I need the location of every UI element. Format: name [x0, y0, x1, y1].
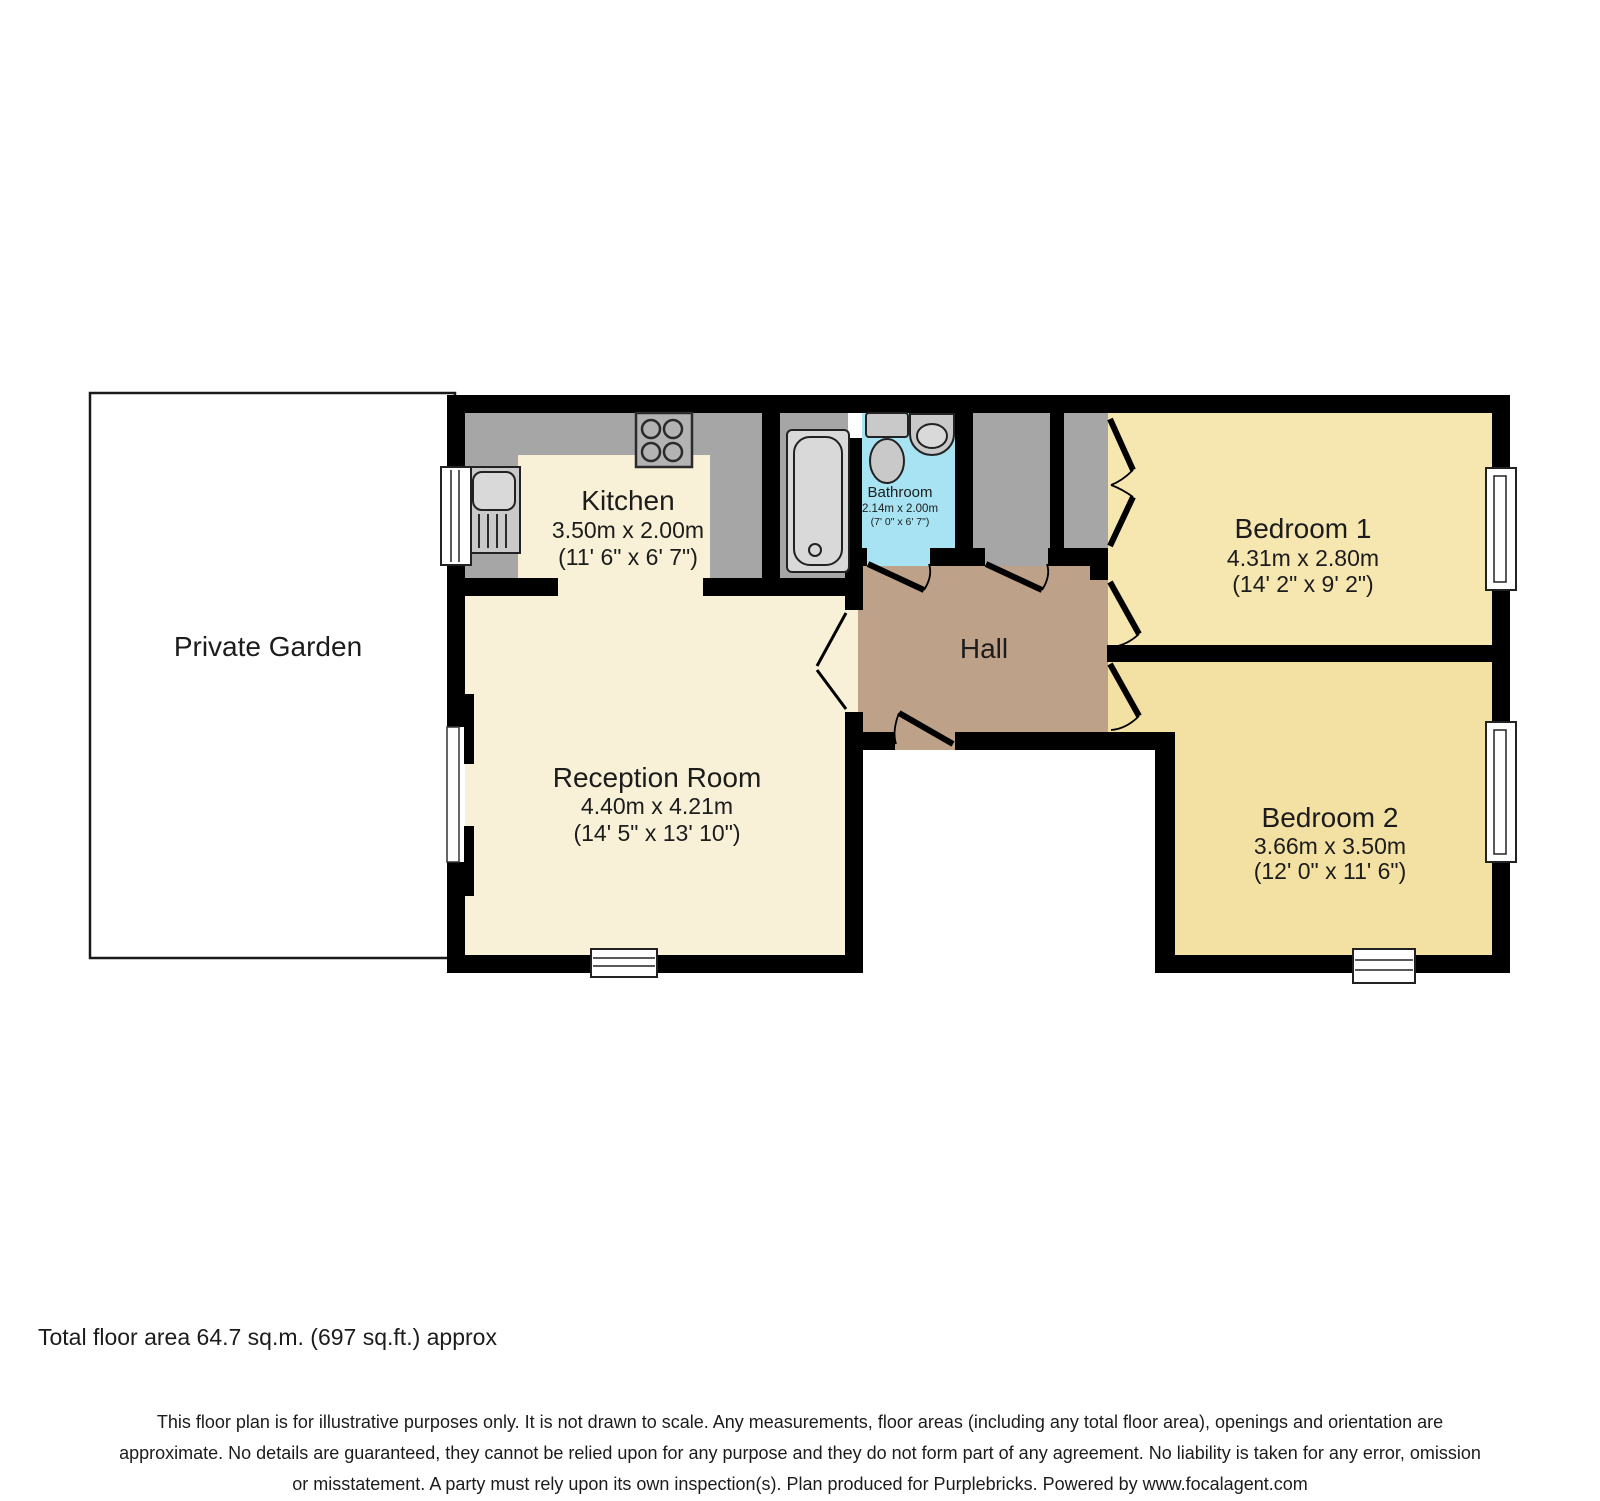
- bedroom2-bottom-window-icon: [1353, 949, 1415, 983]
- kitchen-window-icon: [441, 467, 471, 565]
- wall-segment: [447, 578, 558, 596]
- bedroom1-window-icon: [1486, 468, 1516, 590]
- wall-segment: [447, 395, 465, 467]
- hall-label: Hall: [959, 633, 1009, 664]
- wall-segment: [930, 548, 985, 566]
- cupboard-2: [1064, 413, 1108, 566]
- bedroom1-metric: 4.31m x 2.80m: [1226, 545, 1380, 571]
- disclaimer-line-1: This floor plan is for illustrative purposes only. It is not drawn to scale. Any measurements, floor areas (including any total floor area), openings and orientation are: [156, 1412, 1444, 1432]
- stove-icon: [636, 413, 692, 467]
- sink-icon: [468, 467, 520, 553]
- reception-imperial: (14' 5" x 13' 10"): [573, 820, 741, 846]
- disclaimer-line-2: approximate. No details are guaranteed, they cannot be relied upon for any purpose and they do not form part of any agreement. No liability is taken for any error, omission: [119, 1443, 1481, 1463]
- footer: [38, 1324, 1481, 1494]
- reception-window-icon: [591, 949, 657, 977]
- wall-segment: [845, 732, 895, 750]
- wall-segment: [447, 395, 1510, 413]
- total-area-text: Total floor area 64.7 sq.m. (697 sq.ft.) approx: [38, 1324, 497, 1350]
- bedroom2-label: Bedroom 2: [1261, 802, 1399, 833]
- bedroom1-label: Bedroom 1: [1234, 513, 1372, 544]
- bathtub-icon: [787, 430, 849, 572]
- wall-segment: [845, 750, 863, 955]
- wall-segment: [1492, 395, 1510, 468]
- bathroom-label: Bathroom: [867, 484, 933, 501]
- cupboard-1: [973, 413, 1050, 566]
- wall-segment: [955, 395, 973, 548]
- wall-segment: [1107, 645, 1510, 662]
- private-garden: [90, 393, 455, 958]
- toilet-icon: [866, 413, 908, 483]
- wall-segment: [703, 578, 863, 596]
- bedroom2-metric: 3.66m x 3.50m: [1253, 833, 1407, 859]
- wall-segment: [1155, 750, 1175, 955]
- wall-segment: [845, 566, 863, 610]
- reception-metric: 4.40m x 4.21m: [580, 793, 734, 819]
- kitchen-label: Kitchen: [581, 485, 675, 516]
- basin-icon: [910, 414, 954, 455]
- kitchen-opening: [558, 578, 703, 596]
- disclaimer-line-3: or misstatement. A party must rely upon its own inspection(s). Plan produced for Purplebricks. Powered by www.focalagent.com: [292, 1474, 1308, 1494]
- wall-segment: [1050, 413, 1064, 548]
- wall-segment: [955, 732, 1175, 750]
- bedroom2-side-window-icon: [1486, 722, 1516, 862]
- bedroom1-imperial: (14' 2" x 9' 2"): [1232, 571, 1374, 597]
- wall-segment: [1090, 566, 1108, 580]
- wall-segment: [1048, 548, 1108, 566]
- wall-segment: [1155, 955, 1510, 973]
- kitchen-imperial: (11' 6" x 6' 7"): [558, 544, 698, 570]
- wall-segment: [848, 438, 862, 548]
- garden-outline: [90, 393, 455, 958]
- kitchen-metric: 3.50m x 2.00m: [551, 517, 705, 543]
- bathroom-imperial: (7' 0" x 6' 7"): [870, 516, 930, 528]
- bathroom-metric: 2.14m x 2.00m: [861, 503, 939, 515]
- reception-label: Reception Room: [552, 762, 762, 793]
- bedroom2-imperial: (12' 0" x 11' 6"): [1253, 858, 1407, 884]
- wall-segment: [762, 395, 780, 578]
- garden-label: Private Garden: [173, 631, 363, 662]
